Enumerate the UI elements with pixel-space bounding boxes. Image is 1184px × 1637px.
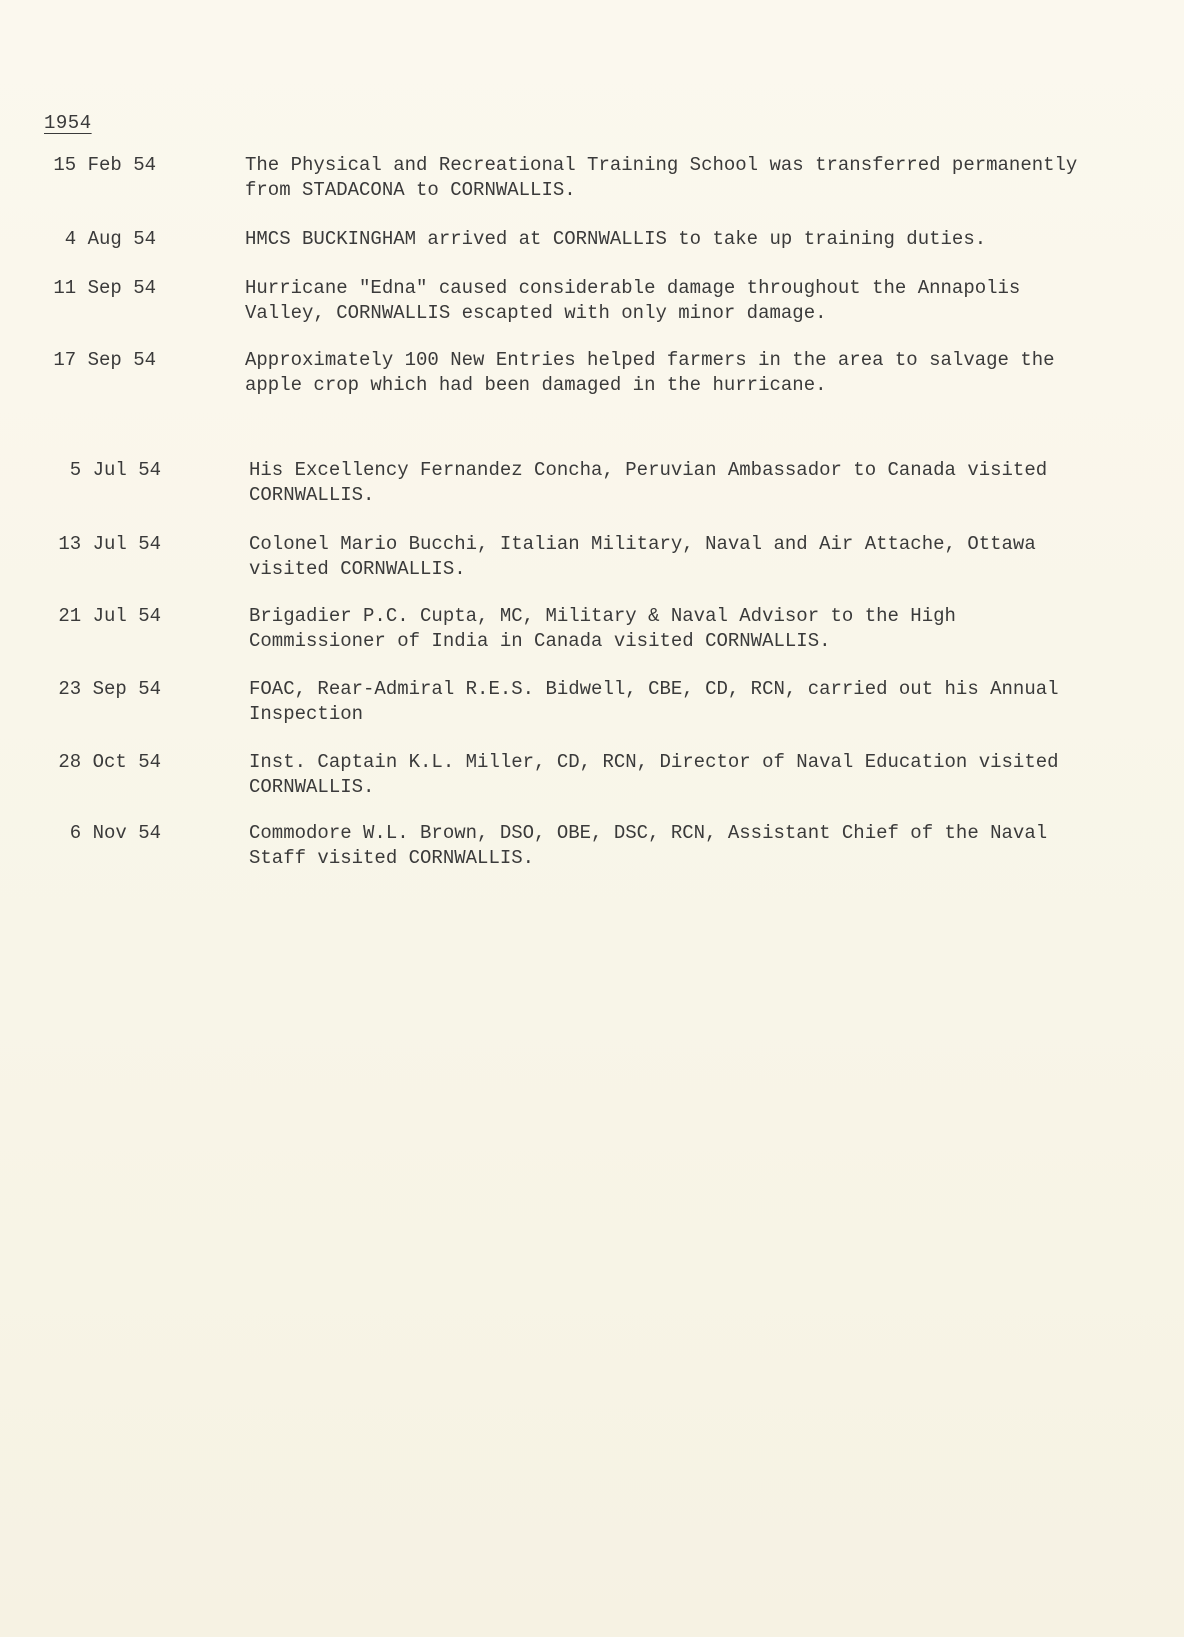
entry-line: Colonel Mario Bucchi, Italian Military, Naval and Air Attache, Ottawa (249, 533, 1036, 555)
entry-text (249, 821, 1169, 871)
entry-line: visited CORNWALLIS. (249, 558, 466, 580)
entry-line: Commodore W.L. Brown, DSO, OBE, DSC, RCN, Assistant Chief of the Naval (249, 822, 1048, 844)
entry-date: 13 Jul 54 (58, 533, 161, 555)
entry-text (245, 276, 1165, 326)
entry-text (249, 677, 1169, 727)
entry-line: Approximately 100 New Entries helped farmers in the area to salvage the (245, 349, 1055, 371)
entry-text (249, 532, 1169, 582)
entry-line: Staff visited CORNWALLIS. (249, 847, 535, 869)
entry-text (249, 458, 1169, 508)
entry-line: from STADACONA to CORNWALLIS. (245, 179, 576, 201)
entry-line: The Physical and Recreational Training School was transferred permanently (245, 154, 1078, 176)
entry-date: 6 Nov 54 (69, 822, 161, 844)
entry-line: Brigadier P.C. Cupta, MC, Military & Naval Advisor to the High (249, 605, 956, 627)
year-heading: 1954 (44, 112, 92, 134)
entry-text (245, 348, 1165, 398)
entry-date: 15 Feb 54 (53, 154, 156, 176)
entry-date: 4 Aug 54 (64, 228, 156, 250)
entry-line: Valley, CORNWALLIS escapted with only minor damage. (245, 302, 827, 324)
entry-line: Inst. Captain K.L. Miller, CD, RCN, Director of Naval Education visited (249, 751, 1059, 773)
entry-date: 23 Sep 54 (58, 678, 161, 700)
entry-line: His Excellency Fernandez Concha, Peruvian Ambassador to Canada visited (249, 459, 1048, 481)
entry-line: HMCS BUCKINGHAM arrived at CORNWALLIS to take up training duties. (245, 228, 987, 250)
entry-line: Inspection (249, 703, 364, 725)
entry-line: apple crop which had been damaged in the hurricane. (245, 374, 827, 396)
entry-line: CORNWALLIS. (249, 484, 375, 506)
entry-date: 21 Jul 54 (58, 605, 161, 627)
entry-date: 28 Oct 54 (58, 751, 161, 773)
entry-line: FOAC, Rear-Admiral R.E.S. Bidwell, CBE, CD, RCN, carried out his Annual (249, 678, 1059, 700)
entry-text (245, 227, 1165, 252)
entry-text (249, 604, 1169, 654)
entry-text (249, 750, 1169, 800)
entry-date: 5 Jul 54 (69, 459, 161, 481)
entry-date: 17 Sep 54 (53, 349, 156, 371)
entry-line: Commissioner of India in Canada visited CORNWALLIS. (249, 630, 831, 652)
entry-line: Hurricane "Edna" caused considerable damage throughout the Annapolis (245, 277, 1021, 299)
entry-date: 11 Sep 54 (53, 277, 156, 299)
entry-line: CORNWALLIS. (249, 776, 375, 798)
entry-text (245, 153, 1165, 203)
